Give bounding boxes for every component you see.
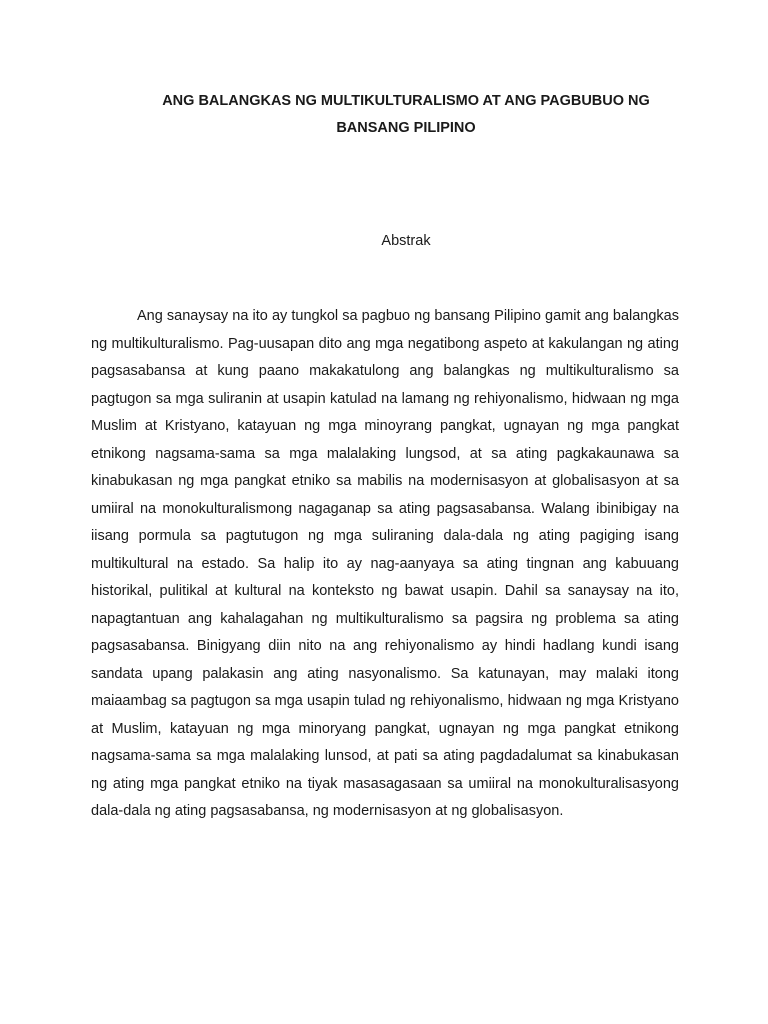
abstract-heading: Abstrak (381, 233, 431, 249)
document-title-line-1: ANG BALANGKAS NG MULTIKULTURALISMO AT ANG PAGBUBUO NG (162, 93, 650, 109)
document-title-line-2: BANSANG PILIPINO (336, 120, 476, 136)
abstract-body-paragraph: Ang sanaysay na ito ay tungkol sa pagbuo ng bansang Pilipino gamit ang balangkas ng multikulturalismo. Pag-uusapan dito ang mga negatibong aspeto at kakulangan ng ating pagsasabansa at kung paano makakatulong ang balangkas ng multikulturalismo sa pagtugon sa mga suliranin at usapin katulad na lamang ng rehiyonalismo, hidwaan ng mga Muslim at Kristyano, katayuan ng mga minoyrang pangkat, ugnayan ng mga pangkat etnikong nagsama-sama sa mga malalaking lungsod, at sa ating pagkakaunawa sa kinabukasan ng mga pangkat etniko sa mabilis na modernisasyon at globalisasyon at sa umiiral na monokulturalismong nagaganap sa ating pagsasabansa. Walang ibinibigay na iisang pormula sa pagtutugon ng mga suliraning dala-dala ng ating pagiging isang multikultural na estado. Sa halip ito ay nag-aanyaya sa ating tingnan ang kabuuang historikal, pulitikal at kultural na konteksto ng bawat usapin. Dahil sa sanaysay na ito, napagtantuan ang kahalagahan ng multikulturalismo sa pagsira ng problema sa ating pagsasabansa. Binigyang diin nito na ang rehiyonalismo ay hindi hadlang kundi isang sandata upang palakasin ang ating nasyonalismo. Sa katunayan, may malaki itong maiaambag sa pagtugon sa mga usapin tulad ng rehiyonalismo, hidwaan ng mga Kristyano at Muslim, katayuan ng mga minoryang pangkat, ugnayan ng mga pangkat etnikong nagsama-sama sa mga malalaking lunsod, at pati sa ating pagdadalumat sa kinabukasan ng ating mga pangkat etniko na tiyak masasagasaan sa umiiral na monokulturalisasyong dala-dala ng ating pagsasabansa, ng modernisasyon at ng globalisasyon. (91, 308, 679, 819)
